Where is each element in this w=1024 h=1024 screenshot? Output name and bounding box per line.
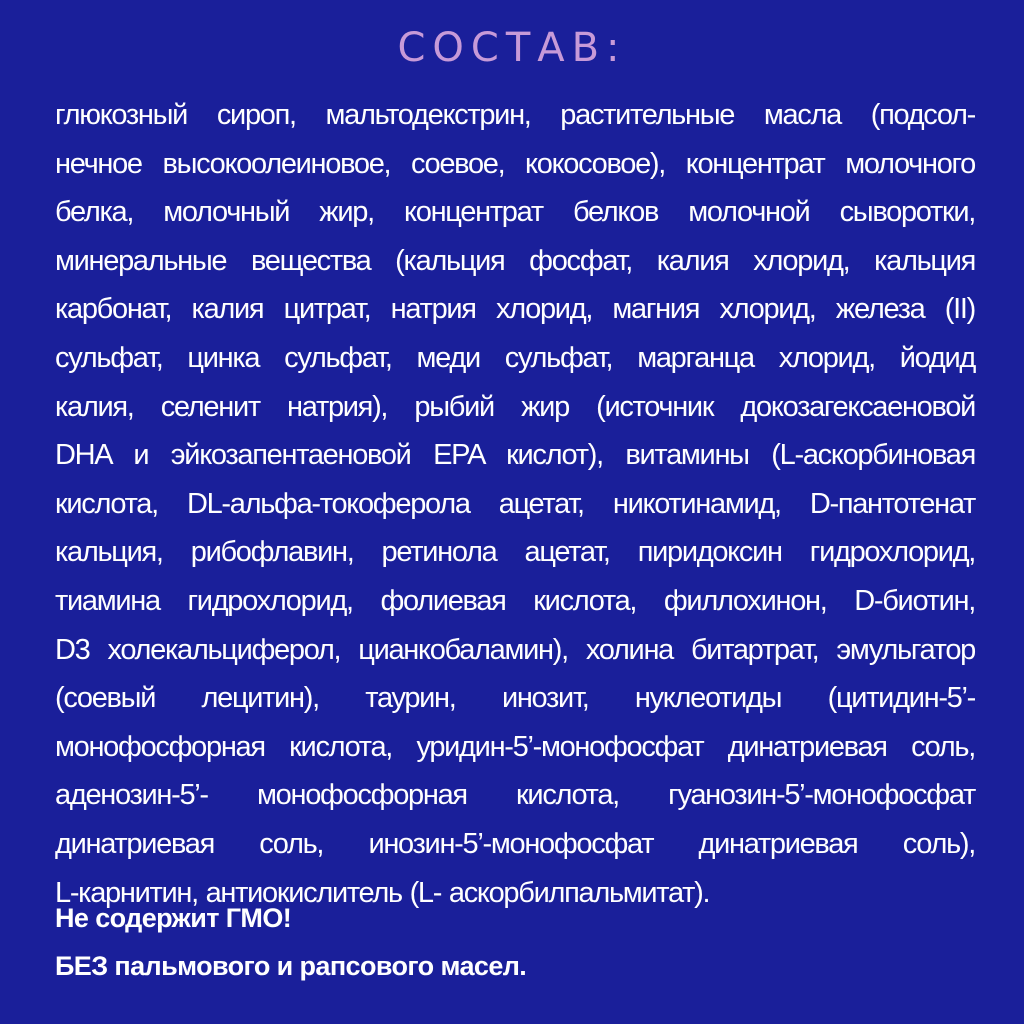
ingredients-text (55, 91, 975, 917)
ingredients-line: глюкозный сироп, мальтодекстрин, растительные масла (подсол- (55, 99, 975, 131)
ingredients-line: DHA и эйкозапентаеновой EPA кислот), витамины (L-аскорбиновая (55, 439, 975, 472)
ingredients-line: кислота, DL-альфа-токоферола ацетат, никотинамид, D-пантотенат (55, 487, 975, 520)
ingredients-line: L-карнитин, антиокислитель (L- аскорбилпальмитат). (55, 876, 710, 909)
ingredients-line: тиамина гидрохлорид, фолиевая кислота, филлохинон, D-биотин, (55, 584, 975, 617)
ingredients-line: сульфат, цинка сульфат, меди сульфат, марганца хлорид, йодид (55, 341, 975, 374)
ingredients-line: монофосфорная кислота, уридин-5’-монофосфат динатриевая соль, (55, 730, 975, 763)
ingredients-line: динатриевая соль, инозин-5’-монофосфат динатриевая соль), (55, 827, 975, 860)
ingredients-line: нечное высокоолеиновое, соевое, кокосовое), концентрат молочного (55, 147, 975, 180)
ingredients-line: (соевый лецитин), таурин, инозит, нуклеотиды (цитидин-5’- (55, 682, 975, 715)
ingredients-line: D3 холекальциферол, цианкобаламин), холина битартрат, эмульгатор (55, 633, 975, 666)
ingredients-line: аденозин-5’- монофосфорная кислота, гуанозин-5’-монофосфат (55, 779, 975, 812)
ingredients-line: карбонат, калия цитрат, натрия хлорид, магния хлорид, железа (II) (55, 293, 975, 326)
notes-block (55, 894, 975, 990)
ingredients-line: белка, молочный жир, концентрат белков молочной сыворотки, (55, 196, 975, 229)
ingredients-line: кальция, рибофлавин, ретинола ацетат, пиридоксин гидрохлорид, (55, 536, 975, 569)
ingredients-line: калия, селенит натрия), рыбий жир (источник докозагексаеновой (55, 390, 975, 423)
no-palm-rapeseed-note: БЕЗ пальмового и рапсового масел. (55, 951, 527, 981)
composition-heading: СОСТАВ: (397, 25, 627, 71)
ingredients-line: минеральные вещества (кальция фосфат, калия хлорид, кальция (55, 244, 975, 277)
no-gmo-note: Не содержит ГМО! (55, 903, 292, 933)
